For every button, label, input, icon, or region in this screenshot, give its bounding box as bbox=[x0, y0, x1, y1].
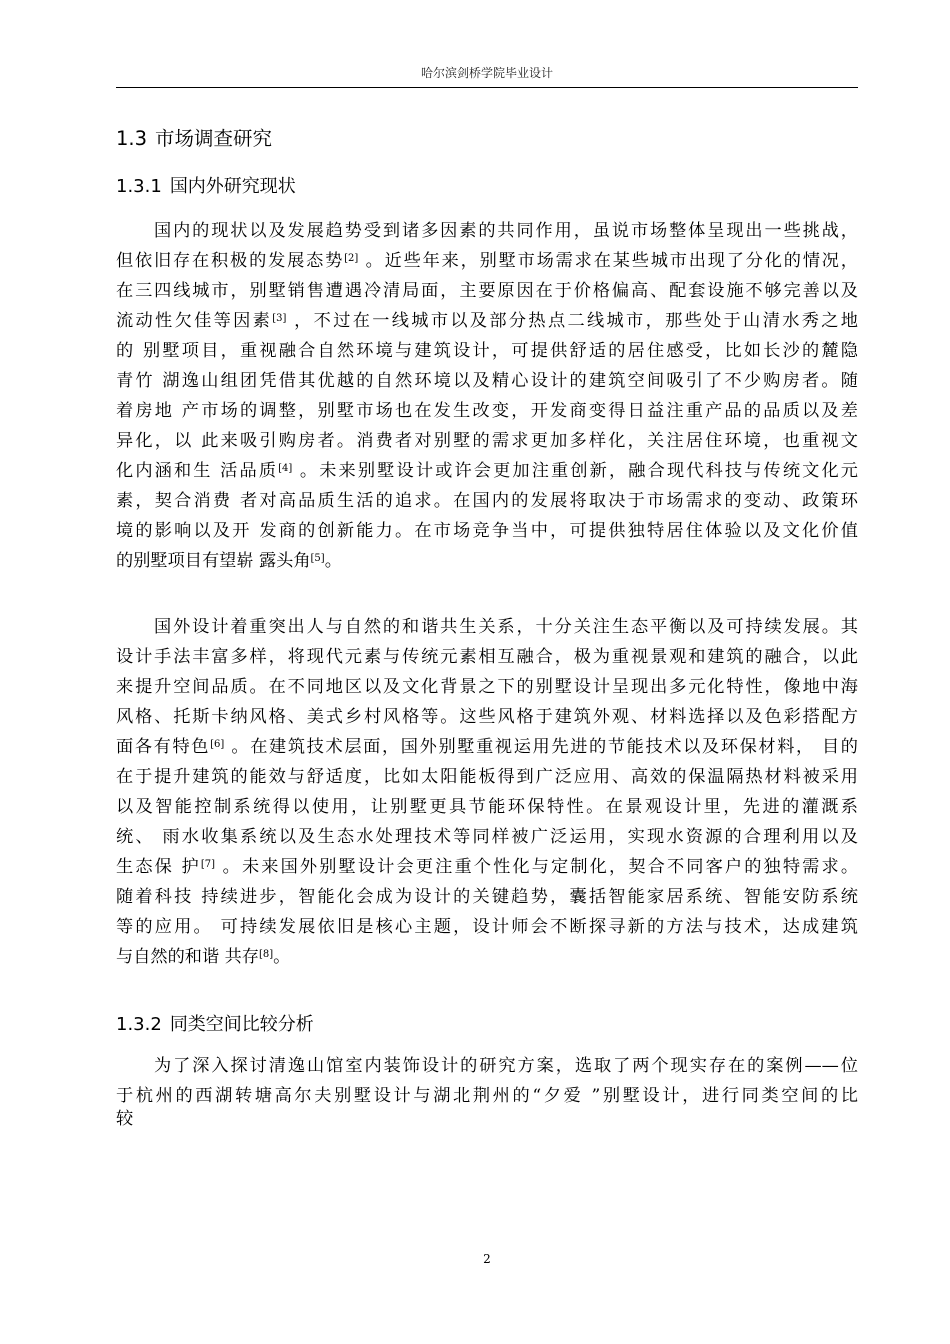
text-run: 于杭州的西湖转塘高尔夫别墅设计与湖北荆州的“夕爱 ”别墅设计，进行同类空间的比 bbox=[116, 1086, 858, 1106]
subsection-title: 国内外研究现状 bbox=[169, 176, 296, 197]
text-run: 化内涵和生 活品质 bbox=[116, 461, 279, 481]
paragraph-foreign-research bbox=[116, 612, 858, 972]
text-line bbox=[116, 912, 858, 942]
text-line bbox=[116, 762, 858, 792]
citation-ref: [7] bbox=[200, 859, 216, 870]
text-line bbox=[116, 516, 858, 546]
text-line bbox=[116, 306, 858, 336]
text-line bbox=[116, 642, 858, 672]
text-line bbox=[116, 732, 858, 762]
text-run: 设计手法丰富多样，将现代元素与传统元素相互融合，极为重视景观和建筑的融合，以此 bbox=[116, 647, 858, 667]
text-run: 的别墅项目有望崭 露头角 bbox=[116, 551, 311, 571]
text-line bbox=[116, 1081, 858, 1111]
text-run: 国外设计着重突出人与自然的和谐共生关系，十分关注生态平衡以及可持续发展。其 bbox=[154, 617, 858, 637]
citation-ref: [4] bbox=[278, 463, 293, 474]
subsection-number: 1.3.2 bbox=[116, 1014, 162, 1035]
subsection-number: 1.3.1 bbox=[116, 176, 162, 197]
text-run: 但依旧存在积极的发展态势 bbox=[116, 251, 345, 271]
citation-ref: [8] bbox=[258, 949, 274, 960]
text-line bbox=[116, 672, 858, 702]
text-line bbox=[116, 276, 858, 306]
text-line bbox=[116, 366, 858, 396]
text-run: 在三四线城市，别墅销售遭遇冷清局面，主要原因在于价格偏高、配套设施不够完善以及 bbox=[116, 281, 858, 301]
text-run: 境的影响以及开 发商的创新能力。在市场竞争当中，可提供独特居住体验以及文化价值 bbox=[116, 521, 858, 541]
text-run: 面各有特色 bbox=[116, 737, 211, 757]
text-run: 异化，以 此来吸引购房者。消费者对别墅的需求更加多样化，关注居住环境，也重视文 bbox=[116, 431, 858, 451]
citation-ref: [5] bbox=[310, 553, 325, 564]
text-run: 青竹 湖逸山组团凭借其优越的自然环境以及精心设计的建筑空间吸引了不少购房者。随 bbox=[116, 371, 858, 391]
text-run: 等的应用。 可持续发展依旧是核心主题，设计师会不断探寻新的方法与技术，达成建筑 bbox=[116, 917, 858, 937]
text-line bbox=[116, 942, 858, 972]
text-line bbox=[116, 882, 858, 912]
page-number: 2 bbox=[483, 1252, 491, 1266]
text-run: 与自然的和谐 共存 bbox=[116, 947, 259, 967]
text-line bbox=[116, 822, 858, 852]
citation-ref: [2] bbox=[344, 253, 359, 264]
subsection-heading-2 bbox=[116, 1013, 858, 1037]
text-line bbox=[116, 852, 858, 882]
text-line bbox=[116, 456, 858, 486]
text-line bbox=[116, 396, 858, 426]
text-line bbox=[116, 336, 858, 366]
text-run: 生态保 护 bbox=[116, 857, 201, 877]
text-line bbox=[116, 216, 858, 246]
section-number: 1.3 bbox=[116, 127, 148, 150]
text-run: 。未来国外别墅设计会更注重个性化与定制化，契合不同客户的独特需求。 bbox=[215, 857, 859, 877]
text-run: 。未来别墅设计或许会更加注重创新，融合现代科技与传统文化元 bbox=[292, 461, 858, 481]
text-run: 来提升空间品质。在不同地区以及文化背景之下的别墅设计呈现出多元化特性，像地中海 bbox=[116, 677, 858, 697]
header-rule bbox=[116, 87, 858, 88]
text-run: ，不过在一线城市以及部分热点二线城市，那些处于山清水秀之地 bbox=[286, 311, 858, 331]
text-line bbox=[116, 246, 858, 276]
page-header: 哈尔滨剑桥学院毕业设计 bbox=[420, 66, 553, 80]
text-line bbox=[116, 1111, 858, 1128]
text-run: 素，契合消费 者对高品质生活的追求。在国内的发展将取决于市场需求的变动、政策环 bbox=[116, 491, 858, 511]
text-run: 。在建筑技术层面，国外别墅重视运用先进的节能技术以及环保材料， 目的 bbox=[224, 737, 858, 757]
text-line bbox=[116, 546, 858, 576]
text-run: 以及智能控制系统得以使用，让别墅更具节能环保特性。在景观设计里，先进的灌溉系 bbox=[116, 797, 858, 817]
text-line bbox=[116, 1051, 858, 1081]
subsection-title: 同类空间比较分析 bbox=[169, 1014, 314, 1035]
text-run: 统、 雨水收集系统以及生态水处理技术等同样被广泛运用，实现水资源的合理利用以及 bbox=[116, 827, 858, 847]
text-run: 流动性欠佳等因素 bbox=[116, 311, 273, 331]
section-title: 市场调查研究 bbox=[155, 127, 273, 150]
paragraph-comparison bbox=[116, 1051, 858, 1128]
text-run: 为了深入探讨清逸山馆室内装饰设计的研究方案，选取了两个现实存在的案例——位 bbox=[154, 1056, 858, 1076]
text-run: 风格、托斯卡纳风格、美式乡村风格等。这些风格于建筑外观、材料选择以及色彩搭配方 bbox=[116, 707, 858, 727]
text-run: 国内的现状以及发展趋势受到诸多因素的共同作用，虽说市场整体呈现出一些挑战， bbox=[154, 221, 858, 241]
text-line bbox=[116, 612, 858, 642]
subsection-heading-1 bbox=[116, 175, 858, 199]
text-line bbox=[116, 702, 858, 732]
paragraph-domestic-research bbox=[116, 216, 858, 576]
text-run: 。 bbox=[324, 551, 342, 571]
text-run: 着房地 产市场的调整，别墅市场也在发生改变，开发商变得日益注重产品的品质以及差 bbox=[116, 401, 858, 421]
text-run: 随着科技 持续进步，智能化会成为设计的关键趋势，囊括智能家居系统、智能安防系统 bbox=[116, 887, 858, 907]
text-run: 的 别墅项目，重视融合自然环境与建筑设计，可提供舒适的居住感受，比如长沙的麓隐 bbox=[116, 341, 858, 361]
text-line bbox=[116, 792, 858, 822]
text-run: 。 bbox=[273, 947, 291, 967]
text-run: 较 bbox=[116, 1109, 134, 1129]
text-line bbox=[116, 426, 858, 456]
text-run: 。近些年来，别墅市场需求在某些城市出现了分化的情况， bbox=[358, 251, 858, 271]
citation-ref: [6] bbox=[210, 739, 225, 750]
text-line bbox=[116, 486, 858, 516]
section-heading bbox=[116, 126, 858, 152]
text-run: 在于提升建筑的能效与舒适度，比如太阳能板得到广泛应用、高效的保温隔热材料被采用 bbox=[116, 767, 858, 787]
citation-ref: [3] bbox=[272, 313, 287, 324]
